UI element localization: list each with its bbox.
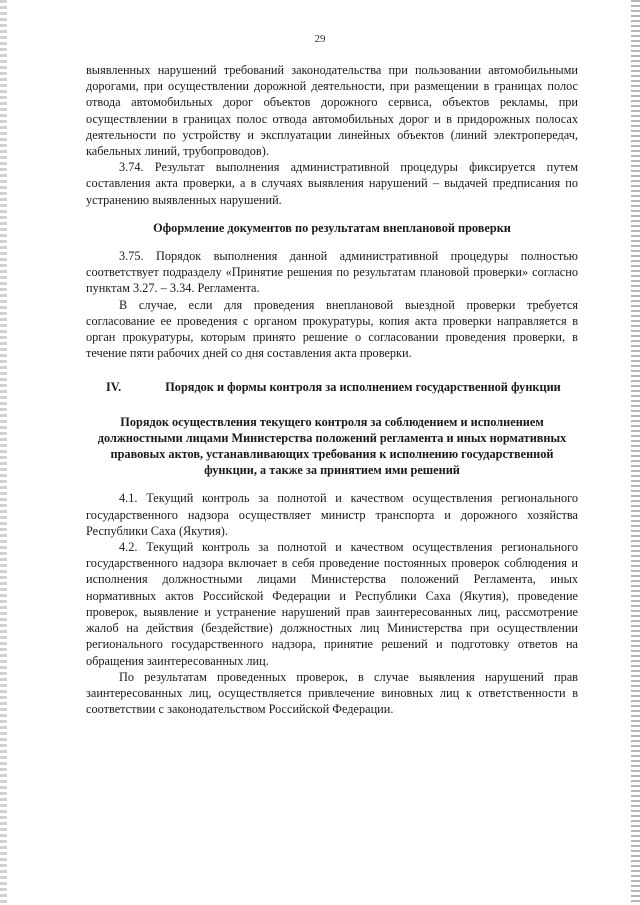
paragraph-continuation: выявленных нарушений требований законодательства при пользовании автомобильными дорогами, при осуществлении дорожной деятельности, при размещении в границах полос отвода автомобильных дорог объектов дорожного сервиса, объектов рекламы, при осуществлении в границах полос отвода автомобильных дорог и в придорожных полосах деятельности по устройству и эксплуатации линейных объектов (линий электропередач, кабельных линий, трубопроводов). <box>86 63 578 159</box>
subheading-current-control: Порядок осуществления текущего контроля за соблюдением и исполнением должностными лицами Министерства положений регламента и иных нормативных правовых актов, устанавливающих требования к исполнению государственной функции, а также за принятием ими решений <box>97 414 567 478</box>
paragraph-4-1: 4.1. Текущий контроль за полнотой и качеством осуществления регионального государственного надзора осуществляет министр транспорта и дорожного хозяйства Республики Саха (Якутия). <box>86 491 578 538</box>
paragraph-3-75: 3.75. Порядок выполнения данной административной процедуры полностью соответствует подразделу «Принятие решения по результатам плановой проверки» согласно пунктам 3.27. – 3.34. Регламента. <box>86 249 578 296</box>
paragraph-4-2: 4.2. Текущий контроль за полнотой и качеством осуществления регионального государственного надзора включает в себя проведение постоянных проверок соблюдения и исполнения должностными лицами Министерства положений Регламента, иных нормативных актов Российской Федерации и Республики Саха (Якутия), проведение проверок, выявление и устранение нарушений прав заинтересованных лиц, рассмотрение жалоб на действия (бездействие) должностных лиц Министерства при осуществлении регионального государственного надзора, принятие решений и подготовку ответов на обращения заинтересованных лиц. <box>86 540 578 668</box>
heading-unplanned-check-documents: Оформление документов по результатам внеплановой проверки <box>153 220 511 235</box>
paragraph-results: По результатам проведенных проверок, в случае выявления нарушений прав заинтересованных лиц, осуществляется привлечение виновных лиц к ответственности в соответствии с законодательством Российской Федерации. <box>86 669 578 717</box>
paragraph-prosecutor-approval: В случае, если для проведения внеплановой выездной проверки требуется согласование ее проведения с органом прокуратуры, копия акта проверки направляется в орган прокуратуры, которым принято решение о согласовании проведения проверки, в течение пяти рабочих дней со дня составления акта проверки. <box>86 297 578 361</box>
document-body <box>86 62 578 717</box>
scan-edge-left <box>0 0 7 905</box>
page-number: 29 <box>314 33 326 45</box>
section-number: IV. <box>106 380 122 395</box>
paragraph-3-74: 3.74. Результат выполнения административной процедуры фиксируется путем составления акта проверки, а в случаях выявления нарушений – выдачей предписания по устранению выявленных нарушений. <box>86 160 578 207</box>
section-title-text: Порядок и формы контроля за исполнением государственной функции <box>165 380 561 395</box>
section-iv-title <box>86 379 578 395</box>
scan-edge-right <box>631 0 640 905</box>
